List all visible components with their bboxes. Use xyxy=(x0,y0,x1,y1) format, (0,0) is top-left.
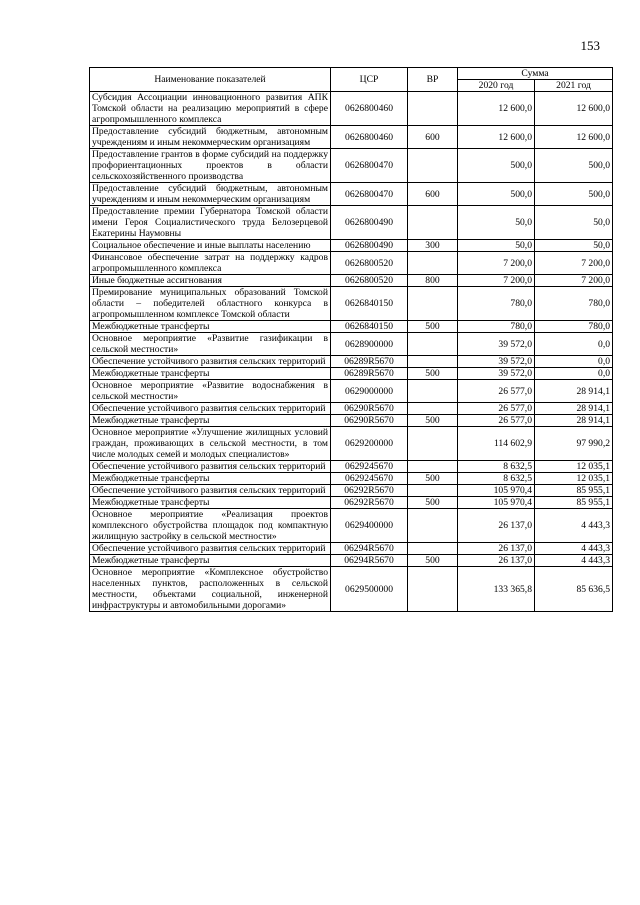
row-csr: 06289R5670 xyxy=(331,356,408,368)
row-name: Обеспечение устойчивого развития сельских территорий xyxy=(90,403,331,415)
row-name: Основное мероприятие «Развитие газификации в сельской местности» xyxy=(90,333,331,356)
row-sum-2020: 7 200,0 xyxy=(458,275,535,287)
row-sum-2021: 4 443,3 xyxy=(535,509,613,543)
row-name: Основное мероприятие «Комплексное обустройство населенных пунктов, расположенных в сельской местности, объектами социальной, инженерной инфраструктуры и автомобильными дорогами» xyxy=(90,567,331,612)
row-name: Обеспечение устойчивого развития сельских территорий xyxy=(90,461,331,473)
row-vr: 300 xyxy=(408,240,458,252)
row-sum-2021: 97 990,2 xyxy=(535,427,613,461)
header-csr: ЦСР xyxy=(331,68,408,92)
table-row xyxy=(90,333,613,356)
table-row xyxy=(90,555,613,567)
row-sum-2021: 4 443,3 xyxy=(535,543,613,555)
row-vr: 500 xyxy=(408,497,458,509)
row-name: Иные бюджетные ассигнования xyxy=(90,275,331,287)
table-row xyxy=(90,473,613,485)
row-sum-2020: 780,0 xyxy=(458,321,535,333)
row-sum-2021: 4 443,3 xyxy=(535,555,613,567)
page-number: 153 xyxy=(580,38,600,53)
row-sum-2020: 7 200,0 xyxy=(458,252,535,275)
row-sum-2021: 12 600,0 xyxy=(535,92,613,126)
header-name: Наименование показателей xyxy=(90,68,331,92)
row-sum-2020: 50,0 xyxy=(458,206,535,240)
row-vr xyxy=(408,333,458,356)
table-row xyxy=(90,252,613,275)
row-name: Межбюджетные трансферты xyxy=(90,555,331,567)
table-row xyxy=(90,567,613,612)
table-row xyxy=(90,485,613,497)
table-row xyxy=(90,149,613,183)
row-sum-2021: 7 200,0 xyxy=(535,275,613,287)
row-sum-2021: 28 914,1 xyxy=(535,403,613,415)
row-sum-2021: 50,0 xyxy=(535,240,613,252)
table-row xyxy=(90,427,613,461)
row-sum-2021: 12 035,1 xyxy=(535,473,613,485)
row-vr xyxy=(408,403,458,415)
row-vr xyxy=(408,461,458,473)
row-name: Межбюджетные трансферты xyxy=(90,473,331,485)
table-row xyxy=(90,356,613,368)
row-sum-2020: 105 970,4 xyxy=(458,497,535,509)
row-csr: 0626800460 xyxy=(331,126,408,149)
row-vr xyxy=(408,485,458,497)
row-sum-2021: 500,0 xyxy=(535,149,613,183)
row-name: Премирование муниципальных образований Томской области – победителей областного конкурса в агропромышленном комплексе Томской области xyxy=(90,287,331,321)
row-vr: 600 xyxy=(408,126,458,149)
row-vr xyxy=(408,206,458,240)
row-sum-2021: 0,0 xyxy=(535,356,613,368)
row-vr: 800 xyxy=(408,275,458,287)
row-sum-2020: 8 632,5 xyxy=(458,461,535,473)
row-sum-2021: 50,0 xyxy=(535,206,613,240)
row-name: Социальное обеспечение и иные выплаты населению xyxy=(90,240,331,252)
row-vr xyxy=(408,149,458,183)
row-sum-2020: 12 600,0 xyxy=(458,126,535,149)
row-sum-2020: 500,0 xyxy=(458,149,535,183)
row-csr: 0629200000 xyxy=(331,427,408,461)
row-csr: 0626800520 xyxy=(331,252,408,275)
row-vr xyxy=(408,509,458,543)
row-vr xyxy=(408,567,458,612)
row-vr: 500 xyxy=(408,555,458,567)
row-sum-2020: 26 577,0 xyxy=(458,403,535,415)
table-row xyxy=(90,183,613,206)
row-name: Основное мероприятие «Улучшение жилищных условий граждан, проживающих в сельской местности, в том числе молодых семей и молодых специалистов» xyxy=(90,427,331,461)
row-sum-2020: 12 600,0 xyxy=(458,92,535,126)
row-sum-2020: 26 137,0 xyxy=(458,555,535,567)
row-csr: 0629245670 xyxy=(331,461,408,473)
row-csr: 06290R5670 xyxy=(331,403,408,415)
table-header xyxy=(90,68,613,92)
row-vr: 500 xyxy=(408,321,458,333)
row-csr: 0626800490 xyxy=(331,206,408,240)
row-sum-2021: 0,0 xyxy=(535,333,613,356)
row-sum-2020: 26 137,0 xyxy=(458,543,535,555)
row-name: Основное мероприятие «Реализация проектов комплексного обустройства площадок под компактную жилищную застройку в сельской местности» xyxy=(90,509,331,543)
row-sum-2020: 26 577,0 xyxy=(458,380,535,403)
row-vr xyxy=(408,427,458,461)
row-sum-2020: 133 365,8 xyxy=(458,567,535,612)
row-sum-2021: 500,0 xyxy=(535,183,613,206)
table-row xyxy=(90,497,613,509)
table-row xyxy=(90,543,613,555)
row-csr: 0626800470 xyxy=(331,183,408,206)
row-sum-2021: 28 914,1 xyxy=(535,380,613,403)
table-row xyxy=(90,461,613,473)
row-sum-2021: 28 914,1 xyxy=(535,415,613,427)
row-sum-2021: 7 200,0 xyxy=(535,252,613,275)
row-csr: 0626800490 xyxy=(331,240,408,252)
row-csr: 0626800520 xyxy=(331,275,408,287)
row-csr: 06289R5670 xyxy=(331,368,408,380)
row-vr: 500 xyxy=(408,415,458,427)
row-sum-2020: 39 572,0 xyxy=(458,356,535,368)
row-csr: 0626840150 xyxy=(331,321,408,333)
row-name: Финансовое обеспечение затрат на поддержку кадров агропромышленного комплекса xyxy=(90,252,331,275)
row-sum-2021: 12 600,0 xyxy=(535,126,613,149)
row-vr xyxy=(408,92,458,126)
row-sum-2021: 85 955,1 xyxy=(535,497,613,509)
row-sum-2021: 0,0 xyxy=(535,368,613,380)
row-vr: 500 xyxy=(408,368,458,380)
row-sum-2021: 780,0 xyxy=(535,321,613,333)
budget-table xyxy=(89,67,613,612)
header-sum: Сумма xyxy=(458,68,613,80)
row-csr: 06294R5670 xyxy=(331,555,408,567)
row-name: Предоставление субсидий бюджетным, автономным учреждениям и иным некоммерческим организациям xyxy=(90,183,331,206)
row-csr: 0628900000 xyxy=(331,333,408,356)
row-vr xyxy=(408,380,458,403)
row-name: Межбюджетные трансферты xyxy=(90,321,331,333)
row-csr: 0629000000 xyxy=(331,380,408,403)
table-row xyxy=(90,368,613,380)
row-name: Предоставление субсидий бюджетным, автономным учреждениям и иным некоммерческим организациям xyxy=(90,126,331,149)
row-csr: 0629245670 xyxy=(331,473,408,485)
row-name: Обеспечение устойчивого развития сельских территорий xyxy=(90,356,331,368)
table-row xyxy=(90,206,613,240)
row-sum-2020: 39 572,0 xyxy=(458,333,535,356)
row-sum-2020: 26 577,0 xyxy=(458,415,535,427)
row-name: Межбюджетные трансферты xyxy=(90,497,331,509)
row-vr xyxy=(408,287,458,321)
table-body xyxy=(90,92,613,612)
row-csr: 06292R5670 xyxy=(331,497,408,509)
table-row xyxy=(90,275,613,287)
row-name: Предоставление грантов в форме субсидий на поддержку профориентационных проектов в области сельскохозяйственного производства xyxy=(90,149,331,183)
table-row xyxy=(90,287,613,321)
table-row xyxy=(90,509,613,543)
row-sum-2020: 105 970,4 xyxy=(458,485,535,497)
row-vr: 500 xyxy=(408,473,458,485)
header-year-2020: 2020 год xyxy=(458,80,535,92)
row-sum-2020: 39 572,0 xyxy=(458,368,535,380)
header-year-2021: 2021 год xyxy=(535,80,613,92)
row-vr xyxy=(408,356,458,368)
row-sum-2020: 8 632,5 xyxy=(458,473,535,485)
row-sum-2020: 780,0 xyxy=(458,287,535,321)
row-name: Обеспечение устойчивого развития сельских территорий xyxy=(90,543,331,555)
row-sum-2021: 85 955,1 xyxy=(535,485,613,497)
row-csr: 06292R5670 xyxy=(331,485,408,497)
row-name: Субсидия Ассоциации инновационного развития АПК Томской области на реализацию мероприятий в сфере агропромышленного комплекса xyxy=(90,92,331,126)
row-sum-2020: 50,0 xyxy=(458,240,535,252)
row-sum-2020: 26 137,0 xyxy=(458,509,535,543)
row-csr: 06290R5670 xyxy=(331,415,408,427)
table-row xyxy=(90,380,613,403)
row-csr: 0626800470 xyxy=(331,149,408,183)
row-vr xyxy=(408,252,458,275)
table-row xyxy=(90,403,613,415)
table-row xyxy=(90,321,613,333)
header-vr: ВР xyxy=(408,68,458,92)
row-csr: 0629500000 xyxy=(331,567,408,612)
table-row xyxy=(90,415,613,427)
row-csr: 06294R5670 xyxy=(331,543,408,555)
row-name: Межбюджетные трансферты xyxy=(90,415,331,427)
row-name: Межбюджетные трансферты xyxy=(90,368,331,380)
row-vr xyxy=(408,543,458,555)
row-sum-2021: 780,0 xyxy=(535,287,613,321)
row-csr: 0626800460 xyxy=(331,92,408,126)
row-name: Основное мероприятие «Развитие водоснабжения в сельской местности» xyxy=(90,380,331,403)
row-name: Обеспечение устойчивого развития сельских территорий xyxy=(90,485,331,497)
row-sum-2020: 500,0 xyxy=(458,183,535,206)
row-vr: 600 xyxy=(408,183,458,206)
table-row xyxy=(90,126,613,149)
row-sum-2020: 114 602,9 xyxy=(458,427,535,461)
row-sum-2021: 12 035,1 xyxy=(535,461,613,473)
row-sum-2021: 85 636,5 xyxy=(535,567,613,612)
table-row xyxy=(90,92,613,126)
table-row xyxy=(90,240,613,252)
row-name: Предоставление премии Губернатора Томской области имени Героя Социалистического труда Белозерцевой Екатерины Наумовны xyxy=(90,206,331,240)
row-csr: 0629400000 xyxy=(331,509,408,543)
row-csr: 0626840150 xyxy=(331,287,408,321)
